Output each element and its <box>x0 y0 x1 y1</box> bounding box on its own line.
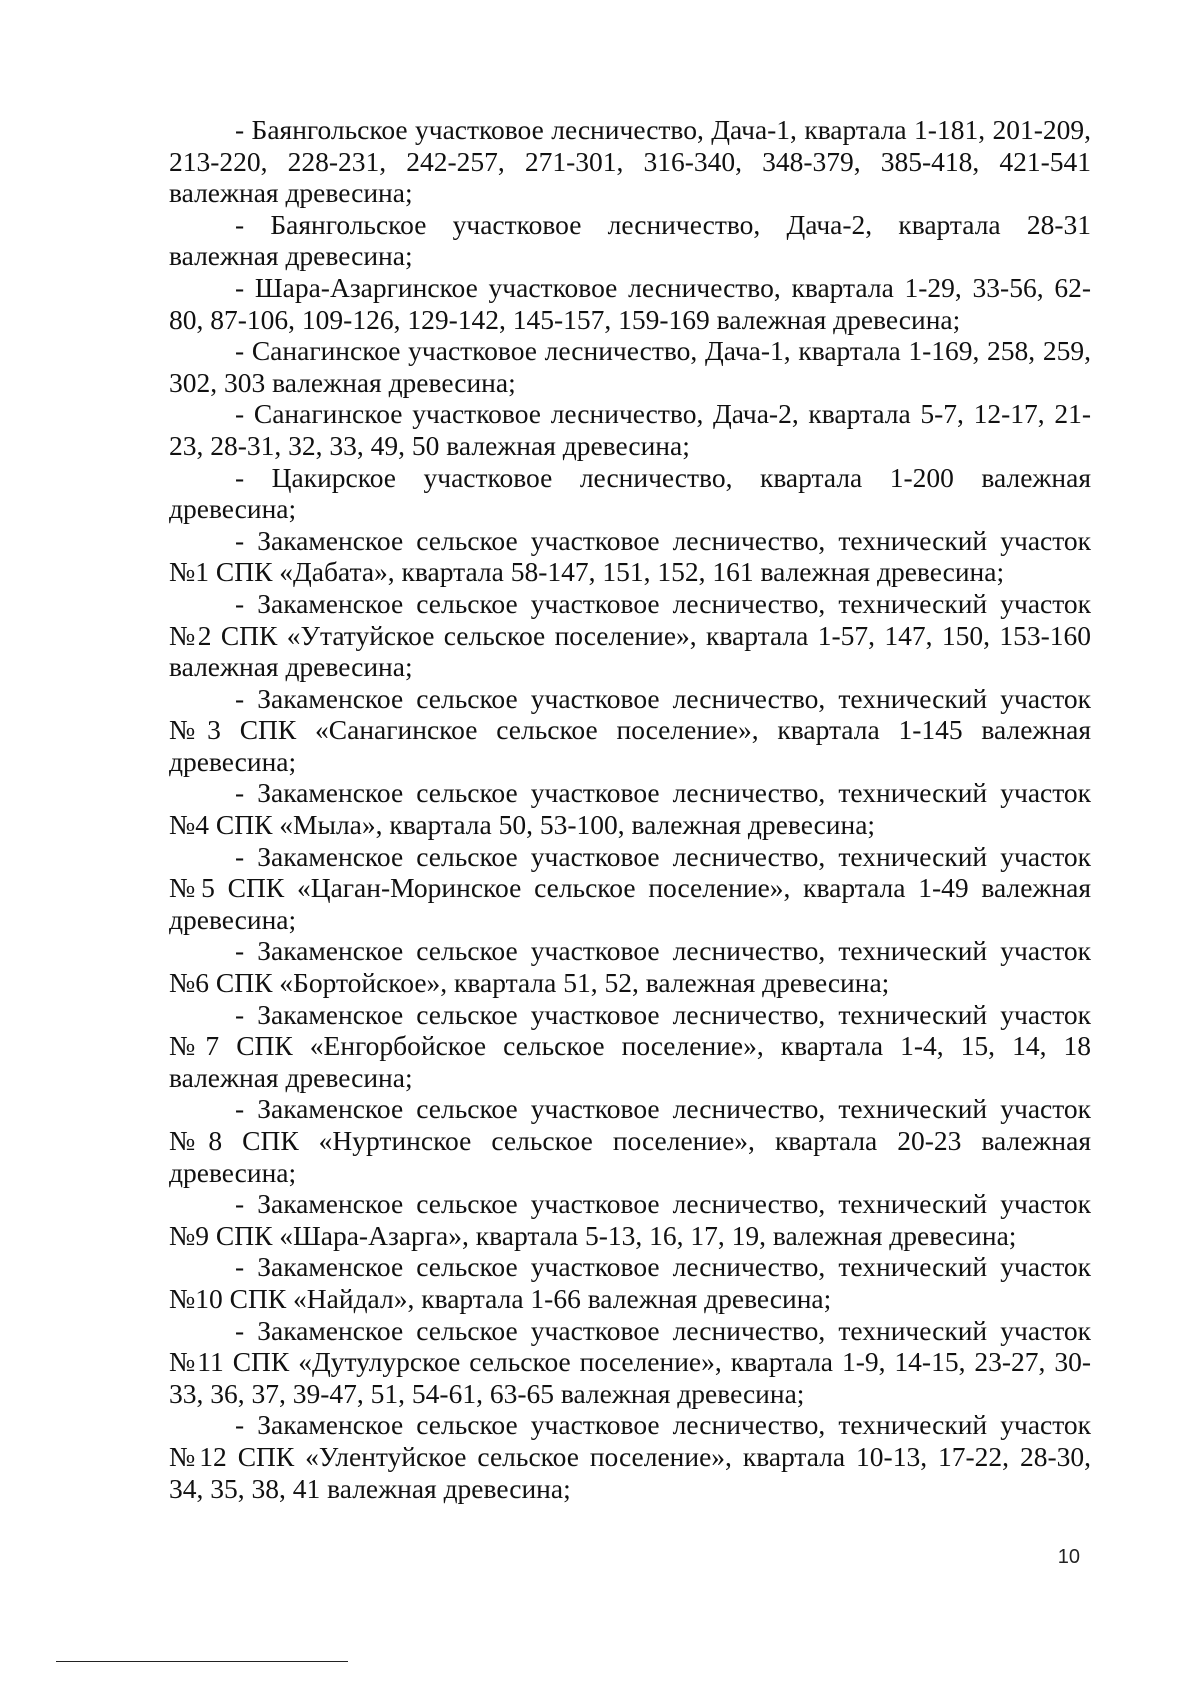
paragraph-3: - Шара-Азаргинское участковое лесничество, квартала 1-29, 33-56, 62-80, 87-106, 109-126, 129-142, 145-157, 159-169 валежная древесина; <box>169 271 1091 335</box>
page-number: 10 <box>1057 1546 1080 1568</box>
paragraph-7: - Закаменское сельское участковое лесничество, технический участок №1 СПК «Дабата», квартала 58-147, 151, 152, 161 валежная древесина; <box>169 524 1091 588</box>
paragraph-12: - Закаменское сельское участковое лесничество, технический участок №6 СПК «Бортойское», квартала 51, 52, валежная древесина; <box>169 935 1091 999</box>
paragraph-15: - Закаменское сельское участковое лесничество, технический участок №9 СПК «Шара-Азарга», квартала 5-13, 16, 17, 19, валежная древесина; <box>169 1188 1091 1251</box>
paragraph-4: - Санагинское участковое лесничество, Дача-1, квартала 1-169, 258, 259, 302, 303 валежная древесина; <box>169 335 1091 398</box>
paragraph-18: - Закаменское сельское участковое лесничество, технический участок №12 СПК «Улентуйское сельское поселение», квартала 10-13, 17-22, 28-30, 34, 35, 38, 41 валежная древесина; <box>169 1409 1091 1504</box>
document-body <box>169 114 1091 1504</box>
paragraph-1: - Баянгольское участковое лесничество, Дача-1, квартала 1-181, 201-209, 213-220, 228-231, 242-257, 271-301, 316-340, 348-379, 385-418, 421-541 валежная древесина; <box>169 114 1091 209</box>
footnote-separator-line <box>56 1661 348 1662</box>
paragraph-9: - Закаменское сельское участковое лесничество, технический участок №3 СПК «Санагинское сельское поселение», квартала 1-145 валежная древесина; <box>169 682 1091 777</box>
paragraph-6: - Цакирское участковое лесничество, квартала 1-200 валежная древесина; <box>169 461 1091 525</box>
paragraph-16: - Закаменское сельское участковое лесничество, технический участок №10 СПК «Найдал», квартала 1-66 валежная древесина; <box>169 1251 1091 1314</box>
paragraph-10: - Закаменское сельское участковое лесничество, технический участок №4 СПК «Мыла», квартала 50, 53-100, валежная древесина; <box>169 777 1091 841</box>
paragraph-8: - Закаменское сельское участковое лесничество, технический участок №2 СПК «Утатуйское сельское поселение», квартала 1-57, 147, 150, 153-160 валежная древесина; <box>169 587 1091 683</box>
paragraph-2: - Баянгольское участковое лесничество, Дача-2, квартала 28-31 валежная древесина; <box>169 208 1091 272</box>
paragraph-13: - Закаменское сельское участковое лесничество, технический участок №7 СПК «Енгорбойское сельское поселение», квартала 1-4, 15, 14, 18 валежная древесина; <box>169 998 1091 1093</box>
paragraph-5: - Санагинское участковое лесничество, Дача-2, квартала 5-7, 12-17, 21-23, 28-31, 32, 33, 49, 50 валежная древесина; <box>169 398 1091 461</box>
paragraph-11: - Закаменское сельское участковое лесничество, технический участок №5 СПК «Цаган-Моринское сельское поселение», квартала 1-49 валежная древесина; <box>169 840 1091 935</box>
paragraph-14: - Закаменское сельское участковое лесничество, технический участок №8 СПК «Нуртинское сельское поселение», квартала 20-23 валежная древесина; <box>169 1093 1091 1188</box>
paragraph-17: - Закаменское сельское участковое лесничество, технический участок №11 СПК «Дутулурское сельское поселение», квартала 1-9, 14-15, 23-27, 30-33, 36, 37, 39-47, 51, 54-61, 63-65 валежная древесина; <box>169 1314 1091 1409</box>
